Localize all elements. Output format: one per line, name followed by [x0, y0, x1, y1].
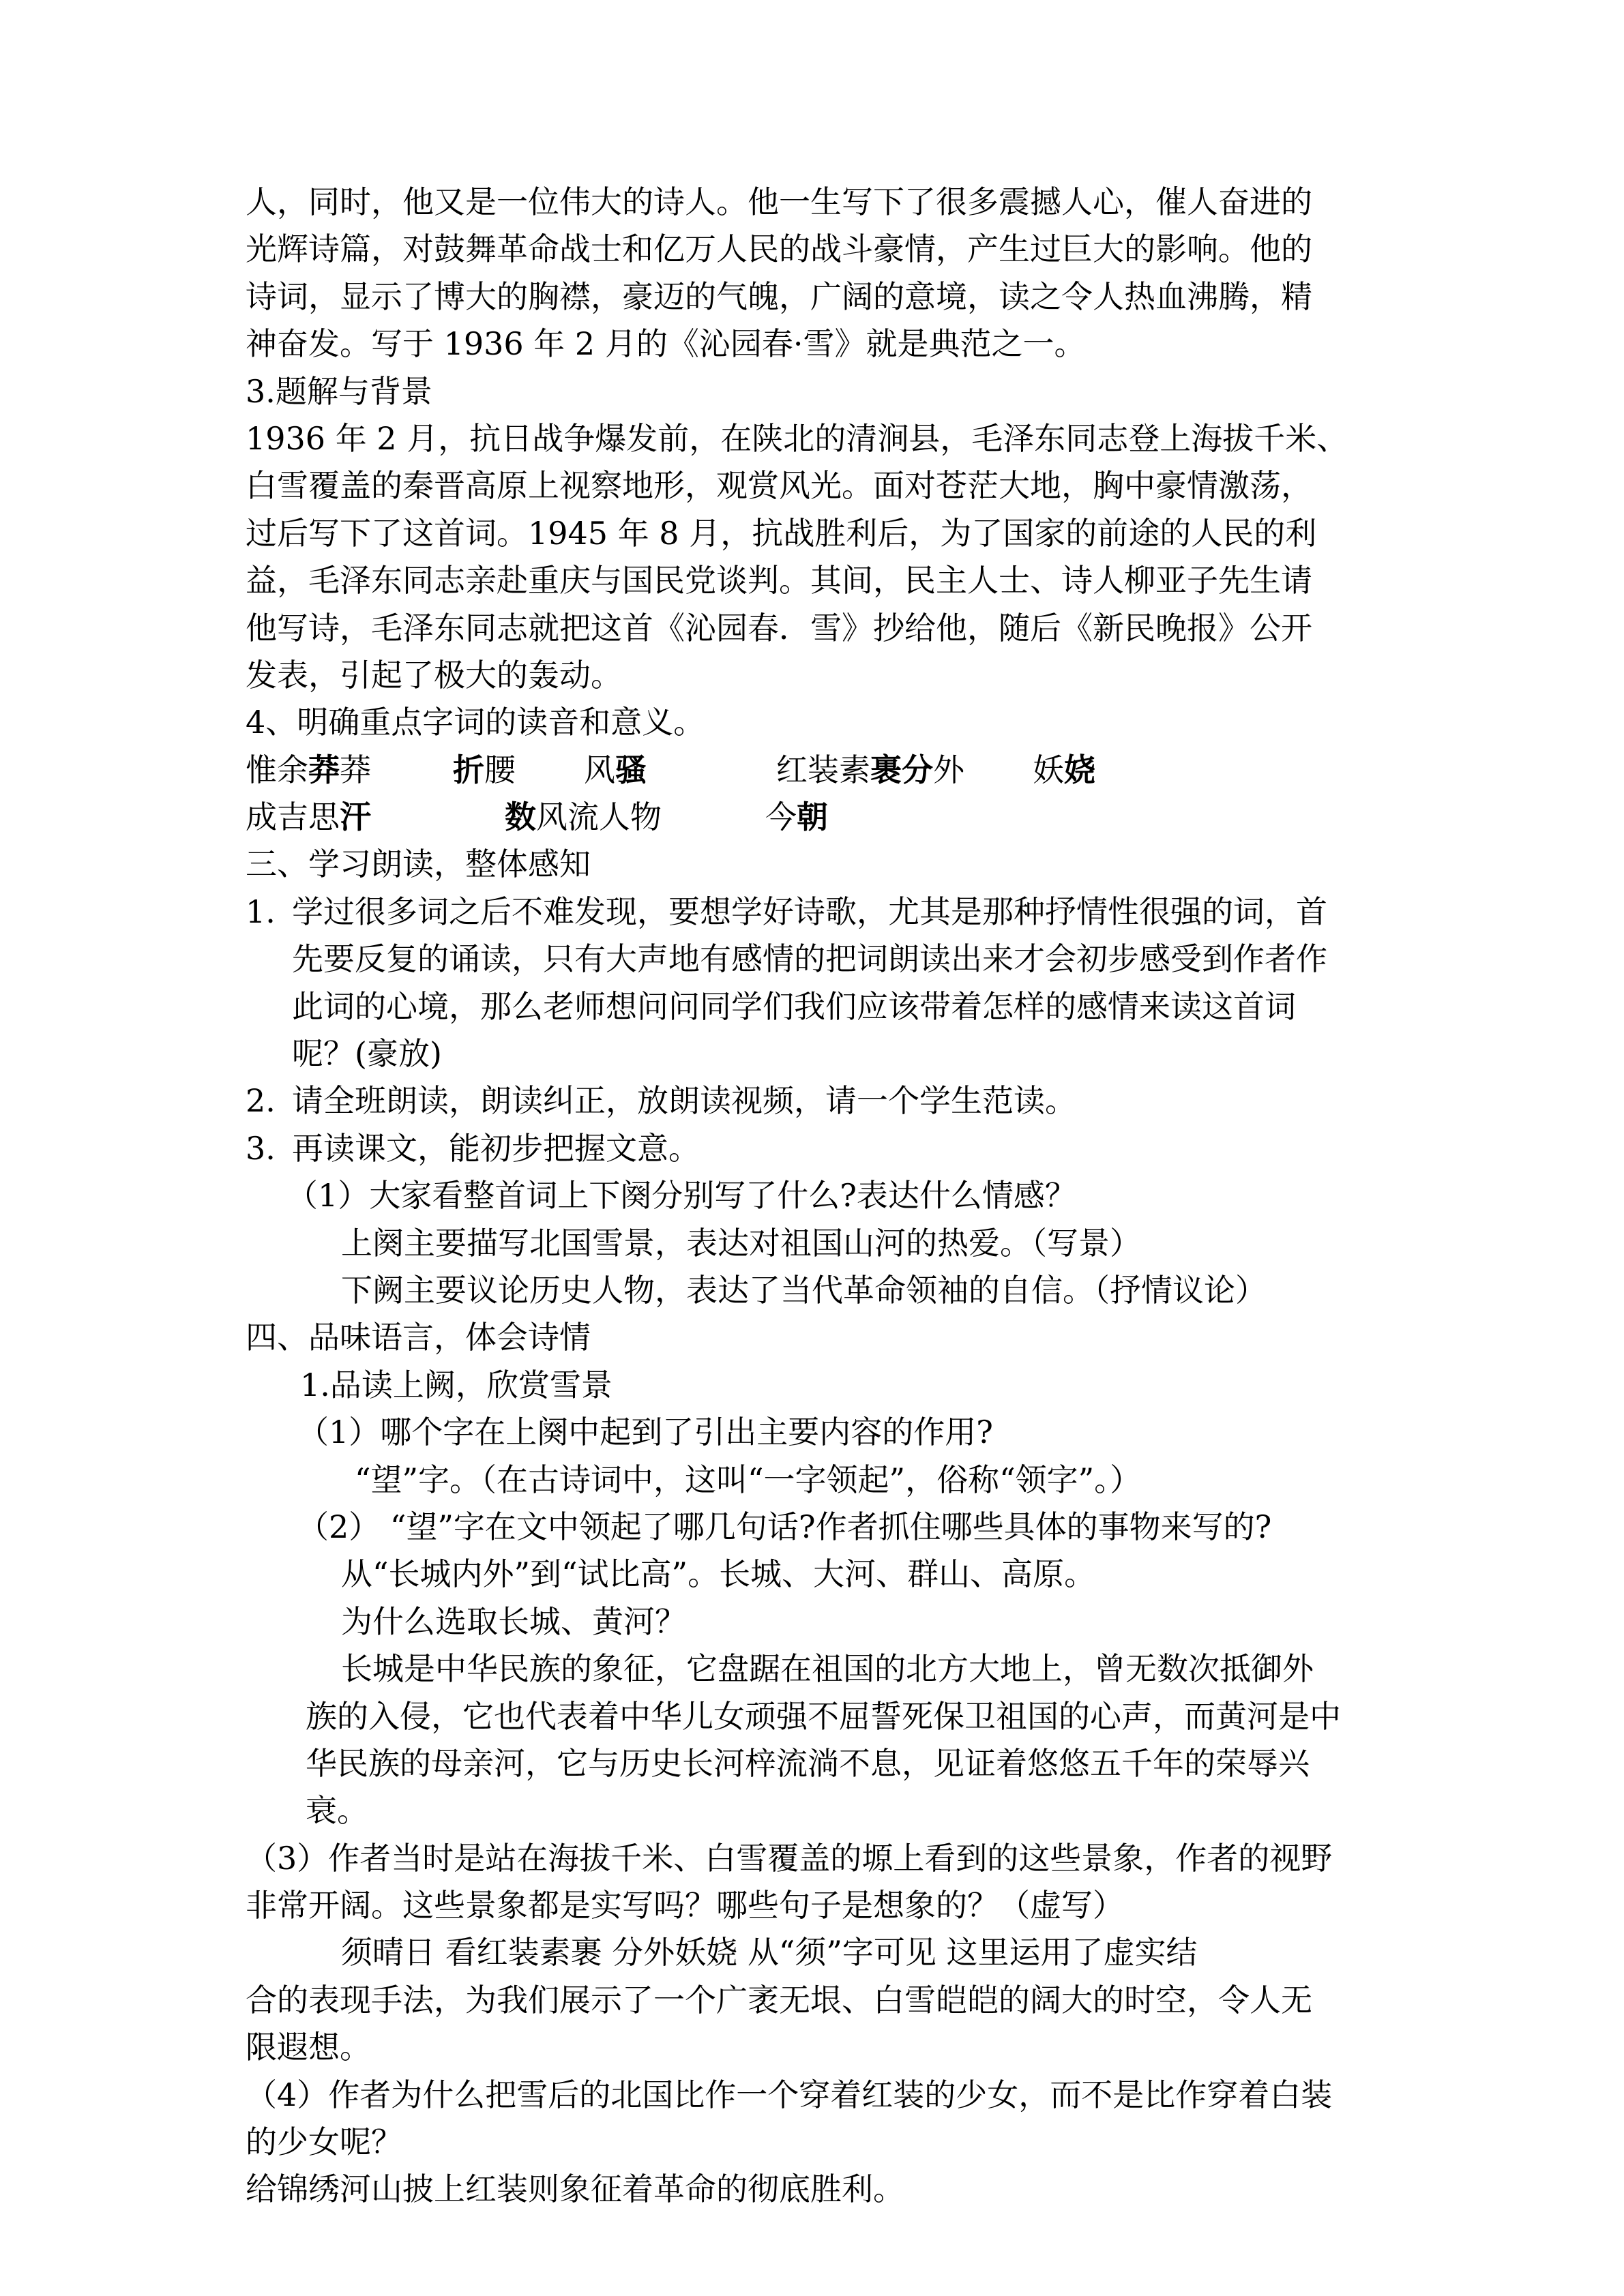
key-word: 数风流人物	[505, 799, 662, 836]
part4-answer-2b-line-3: 华民族的母亲河，它与历史长河梓流淌不息，见证着悠悠五千年的荣辱兴	[306, 1744, 1310, 1782]
part4-answer-2b-line-4: 衰。	[306, 1792, 368, 1830]
section3-line-5: 他写诗，毛泽东同志就把这首《沁园春．雪》抄给他，随后《新民晚报》公开	[246, 609, 1312, 646]
key-word: 成吉思汗	[246, 799, 371, 836]
intro-line-2: 光辉诗篇，对鼓舞革命战士和亿万人民的战斗豪情，产生过巨大的影响。他的	[246, 230, 1312, 268]
intro-line-3: 诗词，显示了博大的胸襟，豪迈的气魄，广阔的意境，读之令人热血沸腾，精	[246, 278, 1312, 315]
key-word: 折腰	[453, 751, 516, 788]
part4-answer-4: 给锦绣河山披上红装则象征着革命的彻底胜利。	[246, 2171, 904, 2208]
part4-subheading: 1.品读上阙，欣赏雪景	[300, 1366, 612, 1403]
part3-item3-answer-2: 下阙主要议论历史人物，表达了当代革命领袖的自信。（抒情议论）	[341, 1271, 1267, 1309]
part4-question-1: （1）哪个字在上阕中起到了引出主要内容的作用?	[297, 1414, 993, 1451]
section3-line-1: 1936 年 2 月，抗日战争爆发前，在陕北的清涧县，毛泽东同志登上海拔千米、	[246, 419, 1348, 457]
part3-item3: 3. 再读课文，能初步把握文意。	[246, 1129, 700, 1167]
part4-answer-3-line-1: 须晴日 看红装素裹 分外妖娆 从“须”字可见 这里运用了虚实结	[341, 1934, 1198, 1971]
part4-question-4-line-2: 的少女呢？	[246, 2123, 402, 2161]
part4-question-2b: 为什么选取长城、黄河？	[341, 1602, 686, 1640]
part3-heading: 三、学习朗读，整体感知	[246, 846, 591, 883]
part3-item1-line-3: 此词的心境，那么老师想问问同学们我们应该带着怎样的感情来读这首词	[292, 987, 1296, 1025]
part4-question-3-line-2: 非常开阔。这些景象都是实写吗？哪些句子是想象的？（虚写）	[246, 1887, 1124, 1924]
part4-answer-2b-line-2: 族的入侵，它也代表着中华儿女顽强不屈誓死保卫祖国的心声，而黄河是中	[306, 1697, 1341, 1735]
part4-answer-3-line-2: 合的表现手法，为我们展示了一个广袤无垠、白雪皑皑的阔大的时空，令人无	[246, 1981, 1312, 2018]
part3-item3-answer-1: 上阕主要描写北国雪景，表达对祖国山河的热爱。（写景）	[341, 1224, 1141, 1262]
section3-line-3: 过后写下了这首词。1945 年 8 月，抗战胜利后，为了国家的前途的人民的利	[246, 514, 1317, 552]
intro-line-4: 神奋发。写于 1936 年 2 月的《沁园春·雪》就是典范之一。	[246, 325, 1086, 363]
part4-question-4-line-1: （4）作者为什么把雪后的北国比作一个穿着红装的少女，而不是比作穿着白装	[246, 2076, 1333, 2113]
intro-line-1: 人，同时，他又是一位伟大的诗人。他一生写下了很多震撼人心，催人奋进的	[246, 183, 1312, 220]
key-word: 惟余莽莽	[246, 751, 371, 788]
section3-heading: 3.题解与背景	[246, 372, 432, 410]
section4-heading: 4、明确重点字词的读音和意义。	[246, 704, 705, 741]
key-word: 今朝	[765, 799, 828, 836]
part3-item2: 2. 请全班朗读，朗读纠正，放朗读视频，请一个学生范读。	[246, 1082, 1076, 1120]
document-page	[246, 179, 1378, 2213]
key-words-row-1	[246, 747, 1378, 794]
part4-answer-3-line-3: 限遐想。	[246, 2029, 371, 2066]
part3-item1-line-1: 1. 学过很多词之后不难发现，要想学好诗歌，尤其是那种抒情性很强的词，首	[246, 893, 1327, 930]
part3-item1-line-4: 呢？(豪放)	[292, 1035, 442, 1073]
part4-answer-2b-line-1: 长城是中华民族的象征，它盘踞在祖国的北方大地上，曾无数次抵御外	[341, 1650, 1314, 1688]
part4-question-3-line-1: （3）作者当时是站在海拔千米、白雪覆盖的塬上看到的这些景象，作者的视野	[246, 1839, 1333, 1877]
part4-question-2: （2） “望”字在文中领起了哪几句话?作者抓住哪些具体的事物来写的?	[297, 1508, 1272, 1545]
key-word: 妖娆	[1033, 751, 1095, 788]
section3-line-2: 白雪覆盖的秦晋高原上视察地形，观赏风光。面对苍茫大地，胸中豪情激荡，	[246, 467, 1312, 505]
key-word: 红装素裹分外	[776, 751, 964, 788]
key-words-row-2	[246, 794, 1378, 841]
part4-answer-1: “望”字。（在古诗词中，这叫“一字领起”，俗称“领字”。）	[355, 1461, 1142, 1498]
part4-answer-2: 从“长城内外”到“试比高”。长城、大河、群山、高原。	[341, 1555, 1096, 1593]
part3-item1-line-2: 先要反复的诵读，只有大声地有感情的把词朗读出来才会初步感受到作者作	[292, 940, 1327, 978]
part3-item3-question: （1）大家看整首词上下阕分别写了什么?表达什么情感？	[286, 1177, 1076, 1214]
part4-heading: 四、品味语言，体会诗情	[246, 1319, 591, 1356]
key-word: 风骚	[584, 751, 647, 788]
section3-line-4: 益，毛泽东同志亲赴重庆与国民党谈判。其间，民主人士、诗人柳亚子先生请	[246, 562, 1312, 599]
section3-line-6: 发表，引起了极大的轰动。	[246, 656, 622, 694]
